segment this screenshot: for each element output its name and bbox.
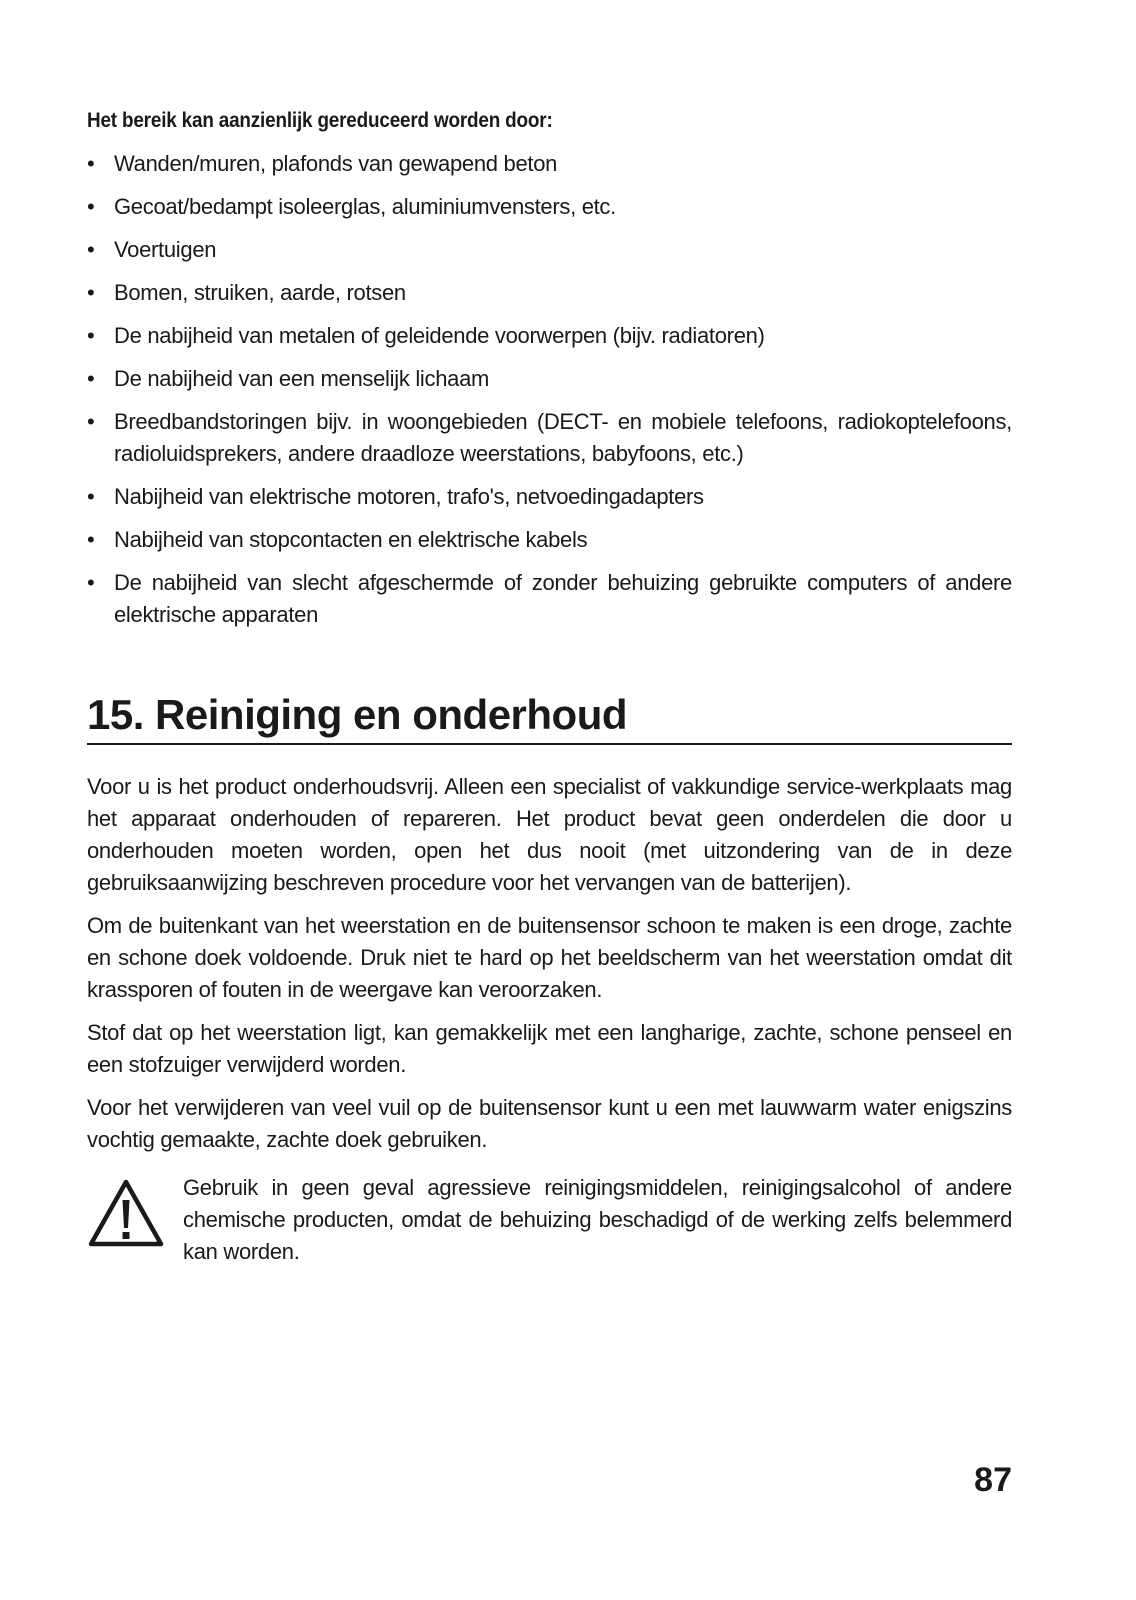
list-item-text: Gecoat/bedampt isoleerglas, aluminiumvensters, etc. [114,194,616,219]
bullet-icon: • [87,409,95,434]
bullet-icon: • [87,527,95,552]
list-item-text: Bomen, struiken, aarde, rotsen [114,280,406,305]
range-reduction-heading: Het bereik kan aanzienlijk gereduceerd worden door: [87,109,553,132]
warning-triangle-icon [87,1178,165,1248]
list-item-text: Voertuigen [114,237,217,262]
section-title: 15. Reiniging en onderhoud [87,689,1012,745]
list-item-text: Nabijheid van stopcontacten en elektrische kabels [114,527,588,552]
list-item [87,567,1012,631]
list-item [87,524,1012,556]
list-item [87,191,1012,223]
bullet-icon: • [87,484,95,509]
list-item-text: De nabijheid van metalen of geleidende voorwerpen (bijv. radiatoren) [114,323,765,348]
list-item [87,363,1012,395]
list-item-text: Nabijheid van elektrische motoren, trafo's, netvoedingadapters [114,484,704,509]
range-reduction-list [87,148,1012,631]
paragraph: Voor het verwijderen van veel vuil op de buitensensor kunt u een met lauwwarm water enigszins vochtig gemaakte, zachte doek gebruiken. [87,1095,1012,1152]
list-item [87,277,1012,309]
bullet-icon: • [87,323,95,348]
bullet-icon: • [87,280,95,305]
list-item [87,481,1012,513]
list-item [87,234,1012,266]
bullet-icon: • [87,366,95,391]
bullet-icon: • [87,570,95,595]
paragraph: Voor u is het product onderhoudsvrij. Alleen een specialist of vakkundige service-werkplaats mag het apparaat onderhouden of repareren. Het product bevat geen onderdelen die door u onderhouden moeten worden, open het dus nooit (met uitzondering van de in deze gebruiksaanwijzing beschreven procedure voor het vervangen van de batterijen). [87,774,1012,895]
bullet-icon: • [87,151,95,176]
list-item-text: De nabijheid van slecht afgeschermde of zonder behuizing gebruikte computers of andere elektrische apparaten [114,570,1012,627]
paragraph: Om de buitenkant van het weerstation en de buitensensor schoon te maken is een droge, zachte en schone doek voldoende. Druk niet te hard op het beeldscherm van het weerstation omdat dit krassporen of fouten in de weergave kan veroorzaken. [87,913,1012,1002]
warning-note [87,1172,1012,1268]
bullet-icon: • [87,194,95,219]
list-item-text: Breedbandstoringen bijv. in woongebieden (DECT- en mobiele telefoons, radiokoptelefoons, radioluidsprekers, andere draadloze weerstations, babyfoons, etc.) [114,409,1012,466]
section-body [87,771,1012,1156]
page-content [87,106,1012,1268]
list-item [87,406,1012,470]
list-item-text: De nabijheid van een menselijk lichaam [114,366,490,391]
list-item-text: Wanden/muren, plafonds van gewapend beton [114,151,558,176]
list-item [87,148,1012,180]
list-item [87,320,1012,352]
warning-text: Gebruik in geen geval agressieve reinigingsmiddelen, reinigingsalcohol of andere chemische producten, omdat de behuizing beschadigd of de werking zelfs belemmerd kan worden. [183,1175,1012,1264]
bullet-icon: • [87,237,95,262]
paragraph: Stof dat op het weerstation ligt, kan gemakkelijk met een langharige, zachte, schone penseel en een stofzuiger verwijderd worden. [87,1020,1012,1077]
page-number: 87 [974,1461,1012,1499]
